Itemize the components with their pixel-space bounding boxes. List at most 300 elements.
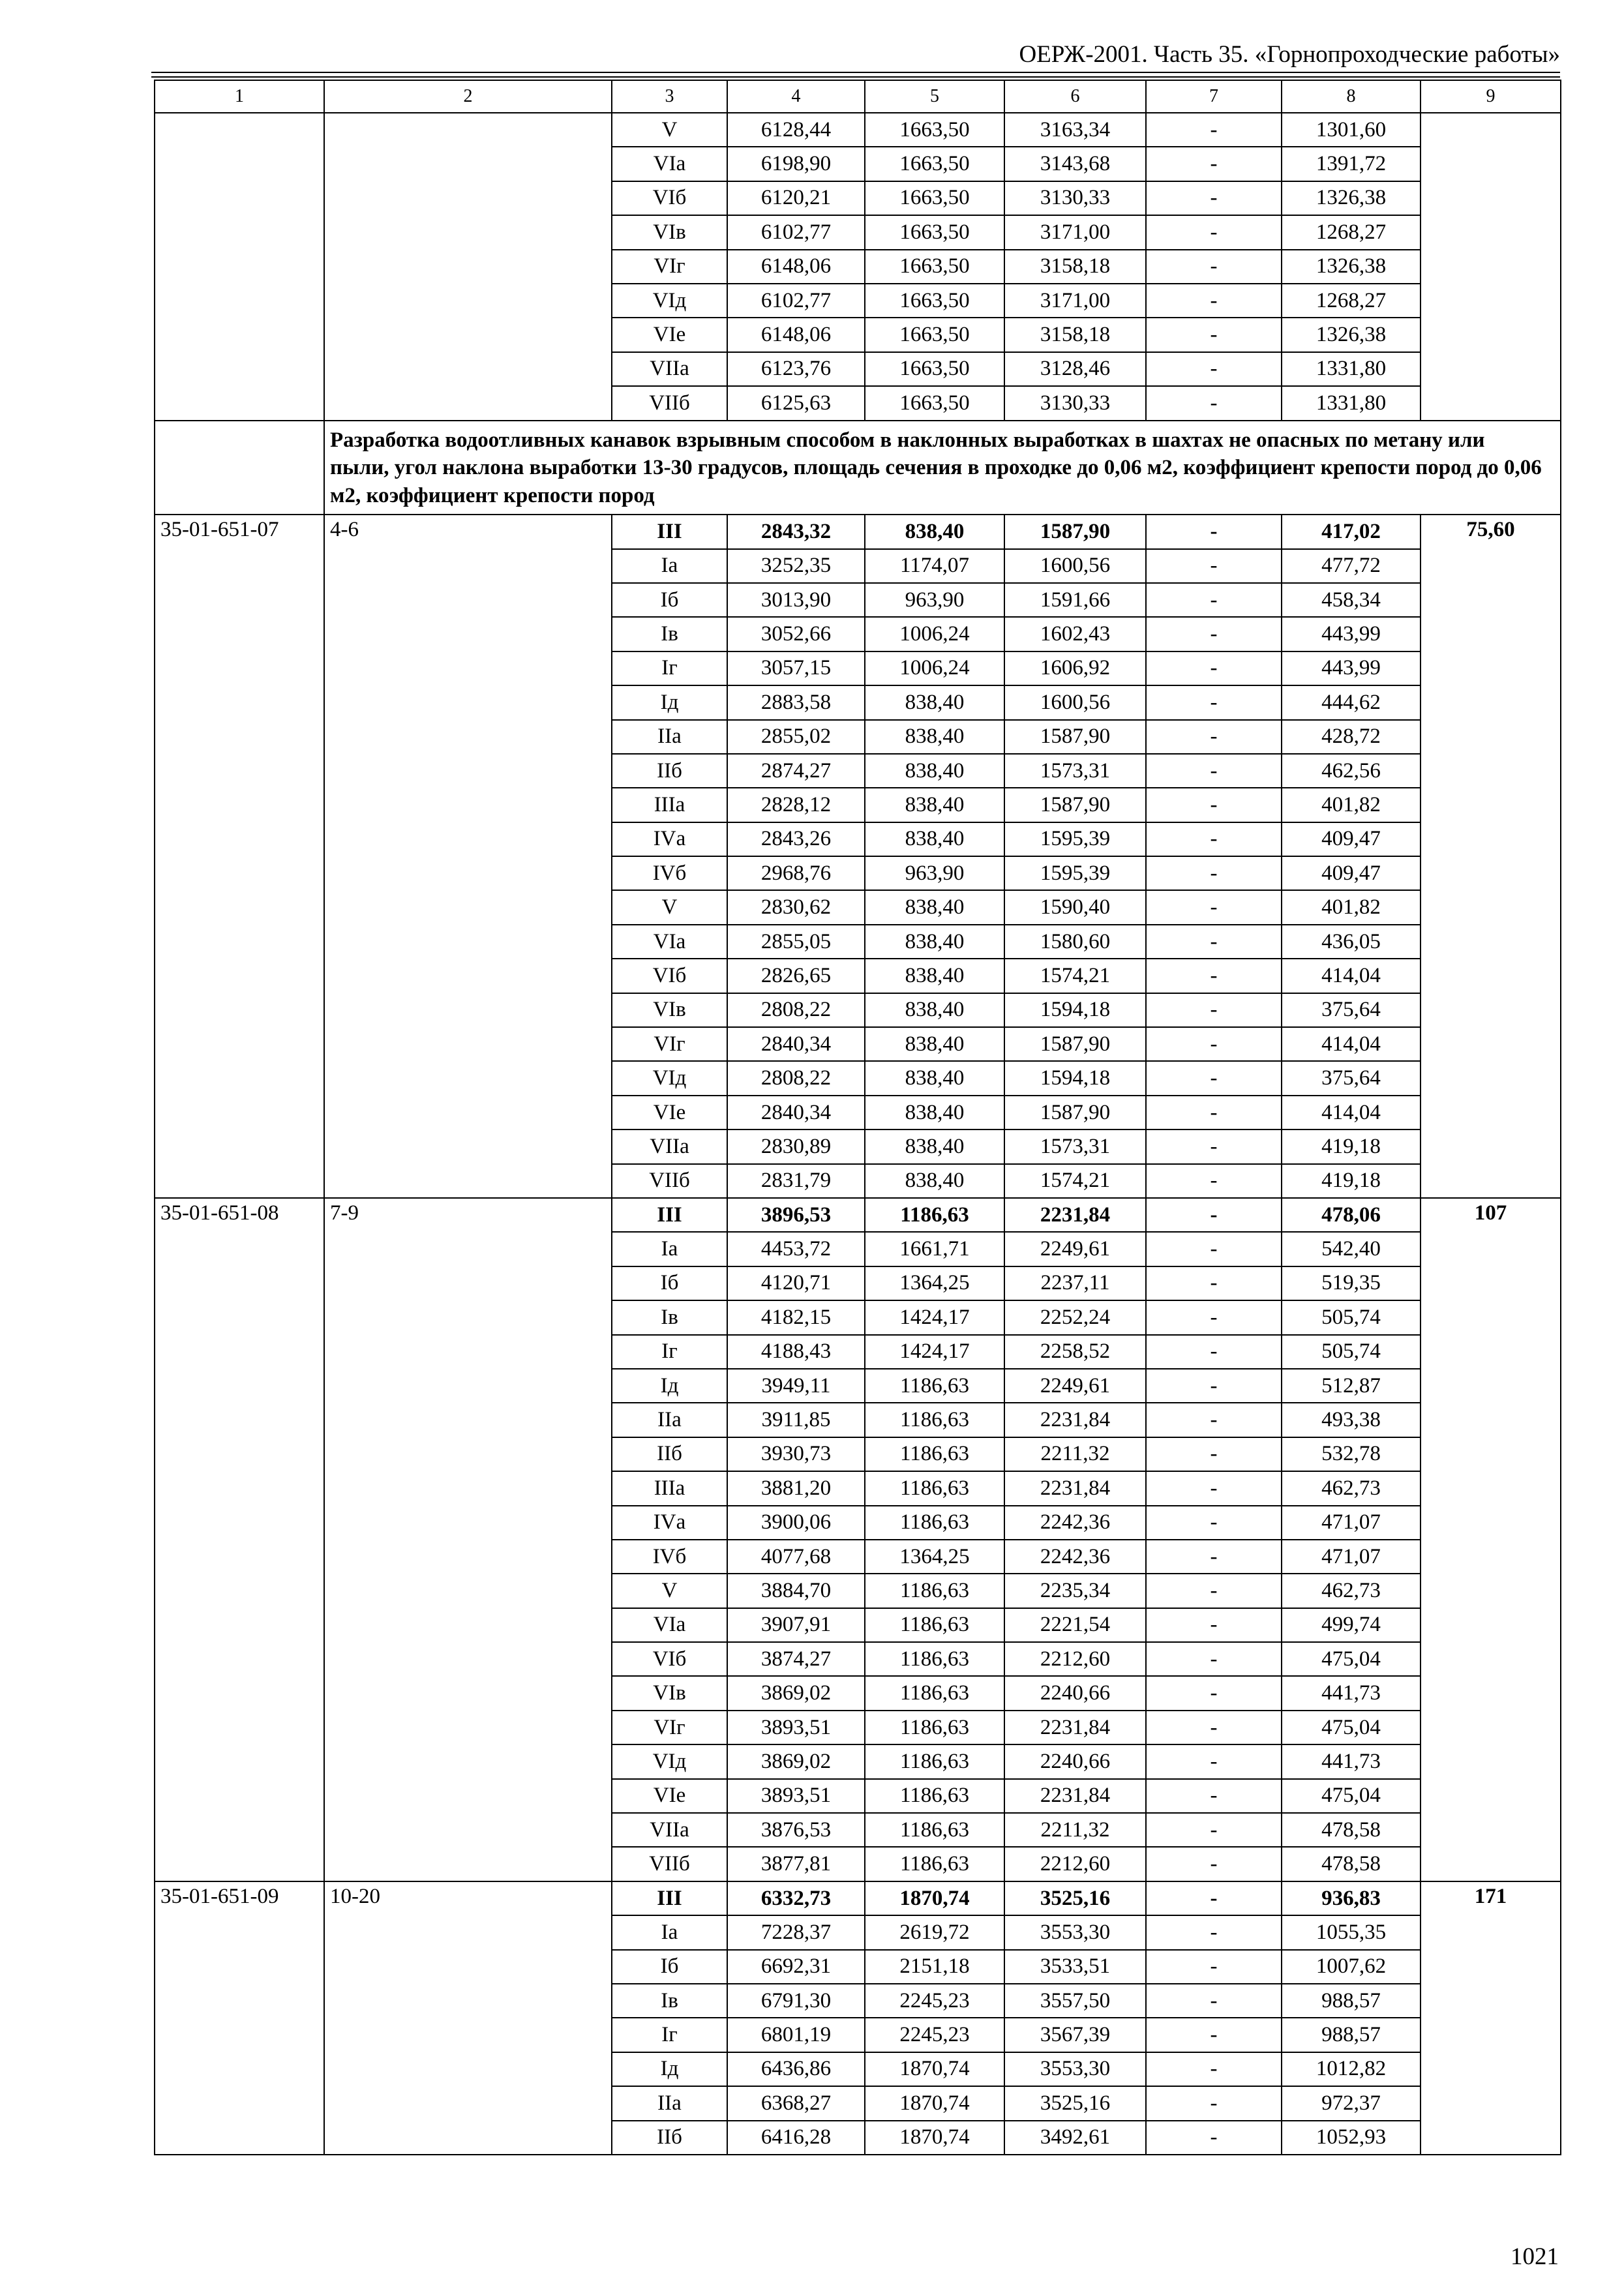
col-7-value: -: [1146, 890, 1282, 924]
soil-category: Iд: [612, 2052, 727, 2086]
soil-category: IIб: [612, 1437, 727, 1471]
col-8-value: 409,47: [1282, 822, 1421, 856]
col-4-value: 3876,53: [727, 1813, 865, 1847]
col-5-value: 963,90: [865, 856, 1004, 890]
col-8-value: 1331,80: [1282, 352, 1421, 386]
col-6-value: 2231,84: [1004, 1711, 1146, 1744]
col-7-value: -: [1146, 2052, 1282, 2086]
soil-category: Iб: [612, 583, 727, 617]
col-7-value: -: [1146, 1403, 1282, 1437]
col-8-value: 532,78: [1282, 1437, 1421, 1471]
col-7-value: -: [1146, 1266, 1282, 1300]
col-6-value: 3525,16: [1004, 2086, 1146, 2120]
col-8-value: 1268,27: [1282, 215, 1421, 249]
col-6-value: 2258,52: [1004, 1335, 1146, 1369]
col-6-value: 2242,36: [1004, 1540, 1146, 1574]
col-8-value: 1055,35: [1282, 1915, 1421, 1949]
col-5-value: 1186,63: [865, 1711, 1004, 1744]
soil-category: Iв: [612, 1300, 727, 1334]
soil-category: III: [612, 1198, 727, 1232]
page-number: 1021: [1511, 2243, 1559, 2270]
col-4-value: 4188,43: [727, 1335, 865, 1369]
col-5-value: 1663,50: [865, 181, 1004, 215]
col-6-value: 1600,56: [1004, 549, 1146, 583]
col-6-value: 2252,24: [1004, 1300, 1146, 1334]
col-4-value: 3013,90: [727, 583, 865, 617]
soil-category: Iа: [612, 549, 727, 583]
col-5-value: 2151,18: [865, 1950, 1004, 1984]
soil-category: IIа: [612, 720, 727, 754]
soil-category: VIг: [612, 250, 727, 284]
col-7-value: -: [1146, 1471, 1282, 1505]
rate-col-9: 171: [1421, 1881, 1561, 2155]
col-7-value: -: [1146, 1437, 1282, 1471]
col-6-value: 2211,32: [1004, 1813, 1146, 1847]
col-7-value: -: [1146, 215, 1282, 249]
column-number: 2: [324, 80, 612, 113]
col-4-value: 3930,73: [727, 1437, 865, 1471]
col-5-value: 2245,23: [865, 1984, 1004, 2018]
col-5-value: 838,40: [865, 822, 1004, 856]
col-7-value: -: [1146, 959, 1282, 993]
col-5-value: 1364,25: [865, 1266, 1004, 1300]
col-8-value: 1301,60: [1282, 113, 1421, 147]
col-6-value: 1594,18: [1004, 1061, 1146, 1095]
col-5-value: 1364,25: [865, 1540, 1004, 1574]
col-8-value: 475,04: [1282, 1642, 1421, 1676]
col-5-value: 838,40: [865, 754, 1004, 788]
col-6-value: 3158,18: [1004, 250, 1146, 284]
col-4-value: 2843,26: [727, 822, 865, 856]
col-8-value: 936,83: [1282, 1881, 1421, 1915]
col-5-value: 1186,63: [865, 1642, 1004, 1676]
col-8-value: 462,73: [1282, 1574, 1421, 1608]
col-6-value: 1587,90: [1004, 1096, 1146, 1130]
col-4-value: 6125,63: [727, 386, 865, 420]
col-5-value: 1424,17: [865, 1300, 1004, 1334]
soil-category: V: [612, 890, 727, 924]
soil-category: III: [612, 515, 727, 548]
col-5-value: 838,40: [865, 788, 1004, 822]
soil-category: VIд: [612, 1744, 727, 1778]
col-8-value: 436,05: [1282, 925, 1421, 959]
soil-category: VIе: [612, 1779, 727, 1813]
col-8-value: 1326,38: [1282, 181, 1421, 215]
col-6-value: 3533,51: [1004, 1950, 1146, 1984]
col-8-value: 1268,27: [1282, 284, 1421, 318]
col-4-value: 2968,76: [727, 856, 865, 890]
soil-category: V: [612, 1574, 727, 1608]
col-7-value: -: [1146, 1642, 1282, 1676]
col-8-value: 1326,38: [1282, 318, 1421, 352]
col-8-value: 1052,93: [1282, 2121, 1421, 2155]
col-7-value: -: [1146, 2121, 1282, 2155]
col-4-value: 2828,12: [727, 788, 865, 822]
table-row: [155, 113, 1561, 147]
col-6-value: 2231,84: [1004, 1403, 1146, 1437]
col-5-value: 1663,50: [865, 386, 1004, 420]
col-8-value: 441,73: [1282, 1744, 1421, 1778]
col-4-value: 6102,77: [727, 284, 865, 318]
col-6-value: 1587,90: [1004, 788, 1146, 822]
soil-category: VIв: [612, 993, 727, 1027]
col-7-value: -: [1146, 1881, 1282, 1915]
col-7-value: -: [1146, 1506, 1282, 1540]
column-number: 8: [1282, 80, 1421, 113]
col-4-value: 4077,68: [727, 1540, 865, 1574]
rate-code: 35-01-651-07: [155, 515, 324, 1198]
soil-category: VIIб: [612, 1164, 727, 1198]
col-6-value: 2235,34: [1004, 1574, 1146, 1608]
col-8-value: 542,40: [1282, 1232, 1421, 1266]
col-6-value: 3567,39: [1004, 2018, 1146, 2052]
col-4-value: 2830,62: [727, 890, 865, 924]
col-6-value: 1606,92: [1004, 651, 1146, 685]
soil-category: VIIа: [612, 1130, 727, 1163]
soil-category: VIд: [612, 284, 727, 318]
col-6-value: 2212,60: [1004, 1642, 1146, 1676]
col-6-value: 3163,34: [1004, 113, 1146, 147]
soil-category: III: [612, 1881, 727, 1915]
col-4-value: 2855,02: [727, 720, 865, 754]
col-8-value: 401,82: [1282, 788, 1421, 822]
col-5-value: 838,40: [865, 685, 1004, 719]
col-8-value: 512,87: [1282, 1369, 1421, 1403]
col-7-value: -: [1146, 250, 1282, 284]
soil-category: VIа: [612, 925, 727, 959]
col-6-value: 1587,90: [1004, 515, 1146, 548]
col-4-value: 3896,53: [727, 1198, 865, 1232]
soil-category: Iд: [612, 685, 727, 719]
col-5-value: 1174,07: [865, 549, 1004, 583]
col-5-value: 1663,50: [865, 113, 1004, 147]
col-7-value: -: [1146, 1232, 1282, 1266]
section-row: [155, 421, 1561, 515]
soil-category: VIIб: [612, 1847, 727, 1881]
col-4-value: 3911,85: [727, 1403, 865, 1437]
col-6-value: 2231,84: [1004, 1198, 1146, 1232]
rate-code: 35-01-651-09: [155, 1881, 324, 2155]
col-4-value: 2883,58: [727, 685, 865, 719]
col-8-value: 477,72: [1282, 549, 1421, 583]
column-number: 1: [155, 80, 324, 113]
col-5-value: 838,40: [865, 1130, 1004, 1163]
soil-category: Iв: [612, 617, 727, 651]
col-8-value: 475,04: [1282, 1711, 1421, 1744]
soil-category: IVа: [612, 1506, 727, 1540]
col-4-value: 3252,35: [727, 549, 865, 583]
col-8-value: 493,38: [1282, 1403, 1421, 1437]
col-6-value: 1574,21: [1004, 959, 1146, 993]
col-6-value: 1590,40: [1004, 890, 1146, 924]
rate-range: 7-9: [324, 1198, 612, 1881]
col-4-value: 3893,51: [727, 1779, 865, 1813]
col-8-value: 428,72: [1282, 720, 1421, 754]
col-5-value: 838,40: [865, 1164, 1004, 1198]
col-4-value: 6791,30: [727, 1984, 865, 2018]
col-6-value: 2249,61: [1004, 1369, 1146, 1403]
col-5-value: 1186,63: [865, 1437, 1004, 1471]
section-title: Разработка водоотливных канавок взрывным способом в наклонных выработках в шахтах не опасных по метану или пыли, угол наклона выработки 13-30 градусов, площадь сечения в проходке до 0,06 м2, коэффициент крепости пород до 0,06 м2, коэффициент крепости пород: [324, 421, 1561, 515]
col-5-value: 1663,50: [865, 352, 1004, 386]
soil-category: VIIб: [612, 386, 727, 420]
soil-category: Iд: [612, 1369, 727, 1403]
col-7-value: -: [1146, 1813, 1282, 1847]
col-4-value: 6198,90: [727, 147, 865, 181]
soil-category: Iа: [612, 1915, 727, 1949]
price-table: [154, 80, 1561, 2155]
col-8-value: 988,57: [1282, 2018, 1421, 2052]
soil-category: IIб: [612, 754, 727, 788]
col-5-value: 963,90: [865, 583, 1004, 617]
col-5-value: 1006,24: [865, 617, 1004, 651]
col-5-value: 1870,74: [865, 2052, 1004, 2086]
col-8-value: 1331,80: [1282, 386, 1421, 420]
col-5-value: 1006,24: [865, 651, 1004, 685]
col-8-value: 462,56: [1282, 754, 1421, 788]
col-6-value: 3143,68: [1004, 147, 1146, 181]
col-6-value: 1591,66: [1004, 583, 1146, 617]
header-rule-bottom: [151, 76, 1560, 78]
col-7-value: -: [1146, 1027, 1282, 1061]
col-6-value: 1573,31: [1004, 754, 1146, 788]
col-4-value: 3893,51: [727, 1711, 865, 1744]
col-5-value: 1663,50: [865, 215, 1004, 249]
column-number: 7: [1146, 80, 1282, 113]
column-number: 3: [612, 80, 727, 113]
col-7-value: -: [1146, 1676, 1282, 1710]
col-5-value: 1186,63: [865, 1744, 1004, 1778]
rate-col-9: 75,60: [1421, 515, 1561, 1198]
col-6-value: 2242,36: [1004, 1506, 1146, 1540]
soil-category: Iг: [612, 1335, 727, 1369]
col-4-value: 6436,86: [727, 2052, 865, 2086]
soil-category: VIе: [612, 1096, 727, 1130]
soil-category: Iб: [612, 1266, 727, 1300]
col-7-value: -: [1146, 2018, 1282, 2052]
col-5-value: 1663,50: [865, 284, 1004, 318]
rate-range: 4-6: [324, 515, 612, 1198]
col-4-value: 4182,15: [727, 1300, 865, 1334]
col-5-value: 1186,63: [865, 1676, 1004, 1710]
col-5-value: 838,40: [865, 925, 1004, 959]
soil-category: VIд: [612, 1061, 727, 1095]
col-4-value: 3057,15: [727, 651, 865, 685]
col-7-value: -: [1146, 1540, 1282, 1574]
soil-category: VIа: [612, 1608, 727, 1642]
col-7-value: -: [1146, 1130, 1282, 1163]
col-6-value: 3557,50: [1004, 1984, 1146, 2018]
col-4-value: 6102,77: [727, 215, 865, 249]
rate-col-9: 107: [1421, 1198, 1561, 1881]
col-4-value: 3881,20: [727, 1471, 865, 1505]
col-5-value: 1186,63: [865, 1574, 1004, 1608]
col-8-value: 972,37: [1282, 2086, 1421, 2120]
col-5-value: 838,40: [865, 1061, 1004, 1095]
soil-category: VIе: [612, 318, 727, 352]
soil-category: Iа: [612, 1232, 727, 1266]
col-4-value: 3900,06: [727, 1506, 865, 1540]
col-6-value: 2249,61: [1004, 1232, 1146, 1266]
column-number: 9: [1421, 80, 1561, 113]
col-5-value: 1186,63: [865, 1847, 1004, 1881]
col-6-value: 1574,21: [1004, 1164, 1146, 1198]
soil-category: Iб: [612, 1950, 727, 1984]
col-7-value: -: [1146, 583, 1282, 617]
main-rate-row: [155, 515, 1561, 548]
col-8-value: 1391,72: [1282, 147, 1421, 181]
soil-category: IIа: [612, 2086, 727, 2120]
col-8-value: 471,07: [1282, 1540, 1421, 1574]
soil-category: Iг: [612, 651, 727, 685]
continued-range-cell: [324, 113, 612, 421]
soil-category: IIIа: [612, 1471, 727, 1505]
col-4-value: 6416,28: [727, 2121, 865, 2155]
col-5-value: 1424,17: [865, 1335, 1004, 1369]
col-5-value: 838,40: [865, 959, 1004, 993]
col-4-value: 3874,27: [727, 1642, 865, 1676]
col-8-value: 417,02: [1282, 515, 1421, 548]
col-7-value: -: [1146, 1300, 1282, 1334]
col-5-value: 1186,63: [865, 1608, 1004, 1642]
col-7-value: -: [1146, 720, 1282, 754]
soil-category: IVа: [612, 822, 727, 856]
col-7-value: -: [1146, 1096, 1282, 1130]
col-7-value: -: [1146, 2086, 1282, 2120]
col-7-value: -: [1146, 515, 1282, 548]
col-7-value: -: [1146, 1198, 1282, 1232]
col-7-value: -: [1146, 318, 1282, 352]
col-4-value: 3869,02: [727, 1676, 865, 1710]
col-4-value: 3907,91: [727, 1608, 865, 1642]
col-6-value: 1580,60: [1004, 925, 1146, 959]
col-7-value: -: [1146, 1164, 1282, 1198]
col-4-value: 2855,05: [727, 925, 865, 959]
page-header: ОЕРЖ-2001. Часть 35. «Горнопроходческие работы»: [1019, 41, 1560, 68]
soil-category: VIв: [612, 1676, 727, 1710]
col-6-value: 2240,66: [1004, 1676, 1146, 1710]
col-4-value: 6801,19: [727, 2018, 865, 2052]
col-5-value: 1186,63: [865, 1369, 1004, 1403]
col-5-value: 1186,63: [865, 1403, 1004, 1437]
col-8-value: 499,74: [1282, 1608, 1421, 1642]
col-6-value: 3158,18: [1004, 318, 1146, 352]
col-5-value: 2619,72: [865, 1915, 1004, 1949]
col-8-value: 443,99: [1282, 651, 1421, 685]
col-8-value: 375,64: [1282, 1061, 1421, 1095]
col-6-value: 1595,39: [1004, 822, 1146, 856]
col-6-value: 1602,43: [1004, 617, 1146, 651]
col-8-value: 1007,62: [1282, 1950, 1421, 1984]
col-6-value: 3553,30: [1004, 2052, 1146, 2086]
col-6-value: 2231,84: [1004, 1779, 1146, 1813]
col-7-value: -: [1146, 386, 1282, 420]
col-8-value: 1326,38: [1282, 250, 1421, 284]
col-4-value: 2874,27: [727, 754, 865, 788]
column-number: 6: [1004, 80, 1146, 113]
col-8-value: 478,58: [1282, 1847, 1421, 1881]
col-4-value: 7228,37: [727, 1915, 865, 1949]
col-7-value: -: [1146, 181, 1282, 215]
soil-category: VIб: [612, 959, 727, 993]
main-rate-row: [155, 1881, 1561, 1915]
col-8-value: 443,99: [1282, 617, 1421, 651]
col-8-value: 409,47: [1282, 856, 1421, 890]
col-6-value: 3553,30: [1004, 1915, 1146, 1949]
col-7-value: -: [1146, 651, 1282, 685]
col-8-value: 478,06: [1282, 1198, 1421, 1232]
soil-category: IIб: [612, 2121, 727, 2155]
soil-category: VIг: [612, 1027, 727, 1061]
col-5-value: 1661,71: [865, 1232, 1004, 1266]
col-8-value: 1012,82: [1282, 2052, 1421, 2086]
rate-range: 10-20: [324, 1881, 612, 2155]
col-5-value: 1663,50: [865, 147, 1004, 181]
col-8-value: 444,62: [1282, 685, 1421, 719]
col-7-value: -: [1146, 822, 1282, 856]
col-7-value: -: [1146, 1915, 1282, 1949]
col-4-value: 2843,32: [727, 515, 865, 548]
col-5-value: 1186,63: [865, 1198, 1004, 1232]
col-4-value: 3869,02: [727, 1744, 865, 1778]
col-5-value: 1870,74: [865, 2086, 1004, 2120]
col-8-value: 419,18: [1282, 1130, 1421, 1163]
main-rate-row: [155, 1198, 1561, 1232]
soil-category: IIа: [612, 1403, 727, 1437]
col-7-value: -: [1146, 925, 1282, 959]
table-body: [155, 80, 1561, 2155]
col-8-value: 375,64: [1282, 993, 1421, 1027]
col-4-value: 3877,81: [727, 1847, 865, 1881]
col-6-value: 3130,33: [1004, 386, 1146, 420]
col-4-value: 2831,79: [727, 1164, 865, 1198]
col-8-value: 414,04: [1282, 1096, 1421, 1130]
col-7-value: -: [1146, 788, 1282, 822]
col-7-value: -: [1146, 1335, 1282, 1369]
col-8-value: 505,74: [1282, 1300, 1421, 1334]
col-5-value: 838,40: [865, 720, 1004, 754]
col-7-value: -: [1146, 352, 1282, 386]
col-8-value: 458,34: [1282, 583, 1421, 617]
col-4-value: 6128,44: [727, 113, 865, 147]
col-7-value: -: [1146, 1369, 1282, 1403]
col-8-value: 478,58: [1282, 1813, 1421, 1847]
col-7-value: -: [1146, 113, 1282, 147]
soil-category: Iв: [612, 1984, 727, 2018]
soil-category: IVб: [612, 1540, 727, 1574]
column-number: 5: [865, 80, 1004, 113]
col-4-value: 6148,06: [727, 318, 865, 352]
col-6-value: 3128,46: [1004, 352, 1146, 386]
col-8-value: 414,04: [1282, 1027, 1421, 1061]
col-8-value: 475,04: [1282, 1779, 1421, 1813]
col-6-value: 2231,84: [1004, 1471, 1146, 1505]
col-8-value: 441,73: [1282, 1676, 1421, 1710]
col-7-value: -: [1146, 549, 1282, 583]
col-6-value: 1595,39: [1004, 856, 1146, 890]
col-6-value: 2221,54: [1004, 1608, 1146, 1642]
col-4-value: 4453,72: [727, 1232, 865, 1266]
col-4-value: 6368,27: [727, 2086, 865, 2120]
col-4-value: 3052,66: [727, 617, 865, 651]
col-8-value: 419,18: [1282, 1164, 1421, 1198]
col-7-value: -: [1146, 617, 1282, 651]
col-5-value: 1186,63: [865, 1813, 1004, 1847]
col-8-value: 414,04: [1282, 959, 1421, 993]
col-4-value: 3884,70: [727, 1574, 865, 1608]
col-5-value: 838,40: [865, 1027, 1004, 1061]
col-4-value: 4120,71: [727, 1266, 865, 1300]
